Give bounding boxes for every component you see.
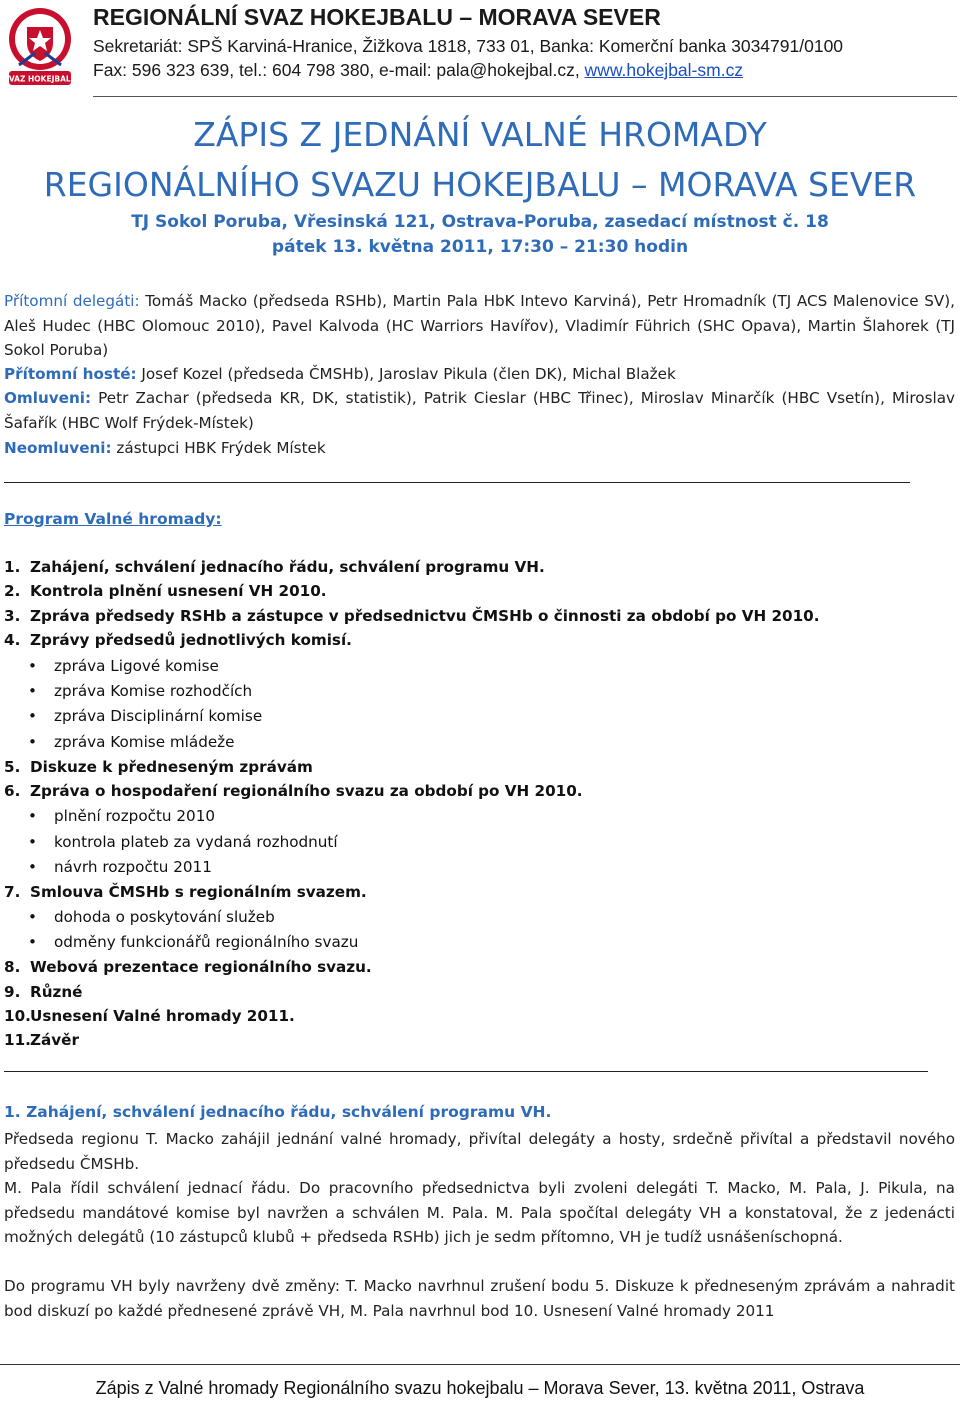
program-item: 9. Různé <box>4 983 83 1001</box>
unexcused-list: zástupci HBK Frýdek Místek <box>111 439 326 457</box>
paragraph: Do programu VH byly navrženy dvě změny: T. Macko navrhnul zrušení bodu 5. Diskuze k předneseným zprávám a nahradit bod diskuzí po každé přednesené zprávě VH, M. Pala navrhnul bod 10. Usnesení Valné hromady 2011 <box>4 1277 955 1320</box>
excused-list: Petr Zachar (předseda KR, DK, statistik), Patrik Cieslar (HBC Třinec), Miroslav Minarčík (HBC Vsetín), Miroslav Šafařík (HBC Wolf Frýdek-Místek) <box>4 389 955 432</box>
list-item: • zpráva Komise mládeže <box>28 733 235 751</box>
list-item: • zpráva Disciplinární komise <box>28 707 263 725</box>
delegates-list: Tomáš Macko (předseda RSHb), Martin Pala HbK Intevo Karviná), Petr Hromadník (TJ ACS Malenovice SV), Aleš Hudec (HBC Olomouc 2010), Pavel Kalvoda (HC Warriors Havířov), Vladimír Führich (SHC Opava), Martin Šlahorek (TJ Sokol Poruba) <box>4 292 955 359</box>
association-logo <box>5 5 75 93</box>
delegates-label: Přítomní delegáti: <box>4 292 140 310</box>
guests-paragraph <box>4 362 955 387</box>
list-item: • zpráva Ligové komise <box>28 657 219 675</box>
contact-line <box>93 60 743 81</box>
list-item: • návrh rozpočtu 2011 <box>28 858 212 876</box>
website-link[interactable]: www.hokejbal-sm.cz <box>584 60 744 80</box>
program-item: 10.Usnesení Valné hromady 2011. <box>4 1007 295 1025</box>
header-divider <box>93 96 957 97</box>
secretariat-address: Sekretariát: SPŠ Karviná-Hranice, Žižkova 1818, 733 01, Banka: Komerční banka 3034791/0100 <box>93 36 844 56</box>
document-subtitle: REGIONÁLNÍHO SVAZU HOKEJBALU – MORAVA SEVER <box>43 165 917 204</box>
unexcused-label: Neomluveni: <box>4 439 112 457</box>
section-1-heading: 1. Zahájení, schválení jednacího řádu, schválení programu VH. <box>4 1103 552 1121</box>
program-item: 5. Diskuze k předneseným zprávám <box>4 758 313 776</box>
list-item: • odměny funkcionářů regionálního svazu <box>28 933 359 951</box>
excused-label: Omluveni: <box>4 389 92 407</box>
page-footer: Zápis z Valné hromady Regionálního svazu hokejbalu – Morava Sever, 13. května 2011, Ostrava <box>95 1378 865 1398</box>
program-item: 4. Zprávy předsedů jednotlivých komisí. <box>4 631 352 649</box>
program-item: 3. Zpráva předsedy RSHb a zástupce v předsednictvu ČMSHb o činnosti za období po VH 2010. <box>4 607 820 625</box>
document-title: ZÁPIS Z JEDNÁNÍ VALNÉ HROMADY <box>193 115 767 154</box>
contact-details: Fax: 596 323 639, tel.: 604 798 380, e-mail: pala@hokejbal.cz, <box>93 60 585 80</box>
section-divider <box>4 482 910 483</box>
list-item: • dohoda o poskytování služeb <box>28 908 275 926</box>
list-item: • kontrola plateb za vydaná rozhodnutí <box>28 833 338 851</box>
organization-title: REGIONÁLNÍ SVAZ HOKEJBALU – MORAVA SEVER <box>93 4 661 30</box>
program-item: 2. Kontrola plnění usnesení VH 2010. <box>4 582 327 600</box>
list-item: • plnění rozpočtu 2010 <box>28 807 216 825</box>
letterhead <box>0 0 960 100</box>
guests-list: Josef Kozel (předseda ČMSHb), Jaroslav Pikula (člen DK), Michal Blažek <box>136 365 676 383</box>
section-divider <box>4 1071 928 1072</box>
paragraph: Předseda regionu T. Macko zahájil jednání valné hromady, přivítal delegáty a hosty, srdečně přivítal a představil nového předsedu ČMSHb. <box>4 1130 955 1173</box>
meeting-place: TJ Sokol Poruba, Vřesinská 121, Ostrava-Poruba, zasedací místnost č. 18 <box>131 212 829 232</box>
logo-caption: SVAZ HOKEJBALU <box>5 74 75 84</box>
program-heading: Program Valné hromady: <box>4 510 222 528</box>
program-item: 11.Závěr <box>4 1031 79 1049</box>
hockeyball-crest-icon <box>5 5 75 93</box>
meeting-date: pátek 13. května 2011, 17:30 – 21:30 hodin <box>271 237 689 257</box>
program-item: 8. Webová prezentace regionálního svazu. <box>4 958 372 976</box>
guests-label: Přítomní hosté: <box>4 365 137 383</box>
paragraph: M. Pala řídil schválení jednací řádu. Do pracovního předsednictva byli zvoleni delegáti T. Macko, M. Pala, J. Pikula, na předsedu mandátové komise byl navržen a schválen M. Pala. M. Pala spočítal delegáty VH a konstatoval, že z jedenácti možných delegátů (10 zástupců klubů + předseda RSHb) jich je sedm přítomno, VH je tudíž usnášeníschopná. <box>4 1179 955 1246</box>
delegates-paragraph <box>4 289 955 363</box>
excused-paragraph <box>4 386 955 435</box>
list-item: • zpráva Komise rozhodčích <box>28 682 253 700</box>
program-item: 6. Zpráva o hospodaření regionálního svazu za období po VH 2010. <box>4 782 583 800</box>
unexcused-paragraph <box>4 436 955 461</box>
footer-divider <box>0 1364 960 1365</box>
program-item: 7. Smlouva ČMSHb s regionálním svazem. <box>4 883 367 901</box>
program-item: 1. Zahájení, schválení jednacího řádu, schválení programu VH. <box>4 558 545 576</box>
